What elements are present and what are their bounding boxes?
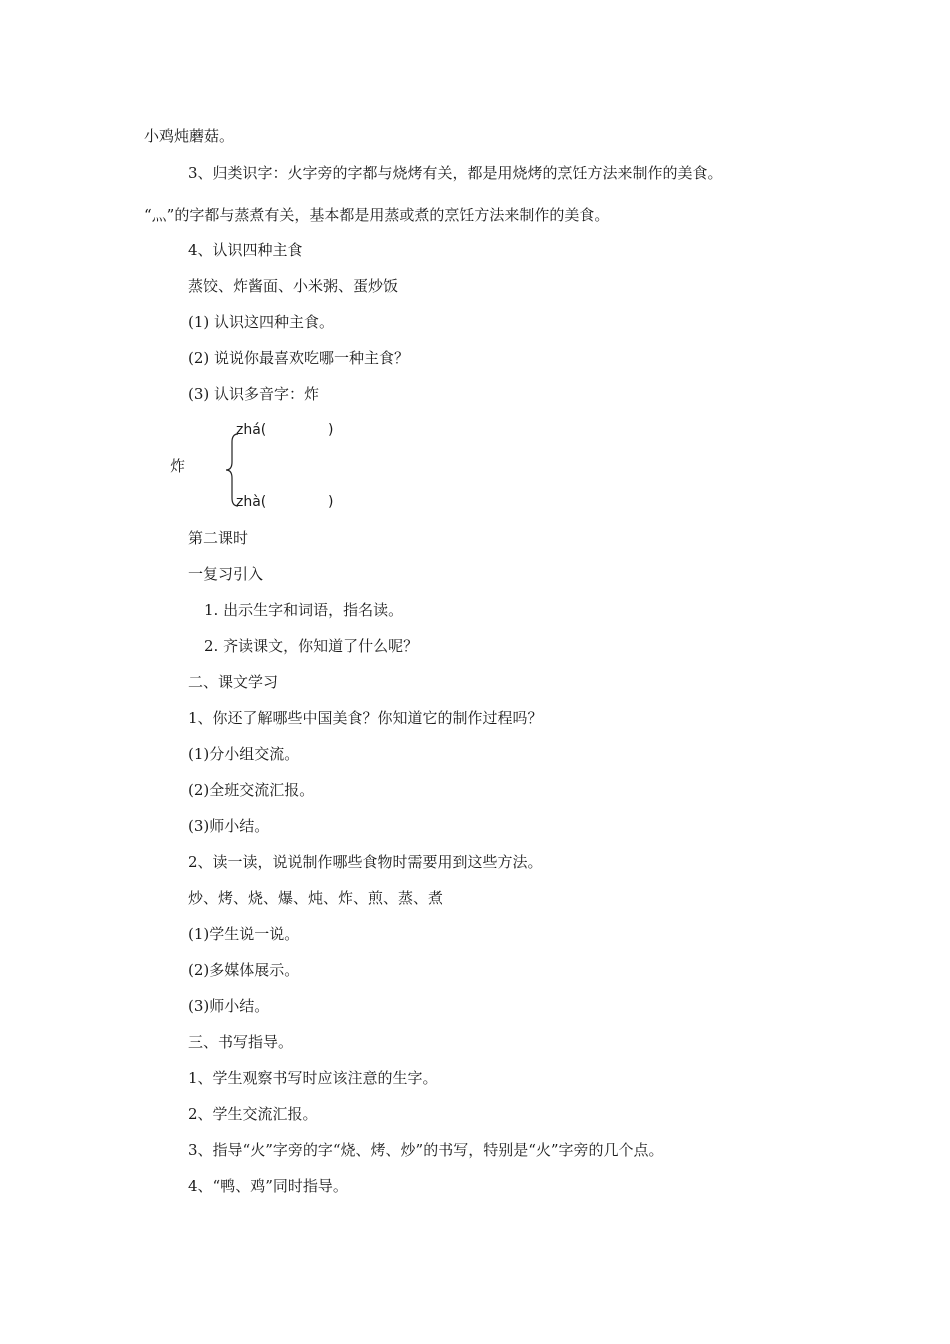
list-item: (1)学生说一说。 — [188, 925, 300, 943]
section-heading: 二、课文学习 — [188, 673, 279, 691]
text-line: 1、学生观察书写时应该注意的生字。 — [188, 1069, 438, 1087]
text-line: 小鸡炖蘑菇。 — [144, 127, 235, 145]
list-item: (3)师小结。 — [188, 997, 270, 1015]
text-line: 2、读一读，说说制作哪些食物时需要用到这些方法。 — [188, 853, 543, 871]
pinyin-close-2: ) — [328, 494, 334, 510]
text-line: 蒸饺、炸酱面、小米粥、蛋炒饭 — [188, 277, 399, 295]
list-item: (2)多媒体展示。 — [188, 961, 300, 979]
list-item: (3) 认识多音字：炸 — [188, 385, 320, 403]
section-heading: 4、认识四种主食 — [188, 241, 303, 259]
polyphone-char: 炸 — [170, 457, 186, 475]
list-item: (3)师小结。 — [188, 817, 270, 835]
text-line: 2、学生交流汇报。 — [188, 1105, 318, 1123]
section-heading: 一复习引入 — [188, 565, 264, 583]
text-line: 3、指导“火”字旁的字“烧、烤、炒”的书写，特别是“火”字旁的几个点。 — [188, 1141, 664, 1159]
text-line: 4、“鸭、鸡”同时指导。 — [188, 1177, 348, 1195]
pinyin-reading-2: zhà( — [236, 494, 267, 510]
text-line: 3、归类识字：火字旁的字都与烧烤有关，都是用烧烤的烹饪方法来制作的美食。 — [188, 164, 723, 182]
text-line: 炒、烤、烧、爆、炖、炸、煎、蒸、煮 — [188, 889, 444, 907]
pinyin-reading-1: zhá( — [236, 422, 267, 438]
list-item: (1) 认识这四种主食。 — [188, 313, 335, 331]
pinyin-close-1: ) — [328, 422, 334, 438]
text-line: 1、你还了解哪些中国美食？你知道它的制作过程吗？ — [188, 709, 543, 727]
lesson-heading: 第二课时 — [188, 529, 249, 547]
list-item: 2. 齐读课文，你知道了什么呢？ — [204, 637, 419, 655]
list-item: 1. 出示生字和词语，指名读。 — [204, 601, 404, 619]
list-item: (2)全班交流汇报。 — [188, 781, 315, 799]
list-item: (1)分小组交流。 — [188, 745, 300, 763]
list-item: (2) 说说你最喜欢吃哪一种主食？ — [188, 349, 410, 367]
text-line: “灬”的字都与蒸煮有关，基本都是用蒸或煮的烹饪方法来制作的美食。 — [144, 206, 610, 224]
section-heading: 三、书写指导。 — [188, 1033, 294, 1051]
